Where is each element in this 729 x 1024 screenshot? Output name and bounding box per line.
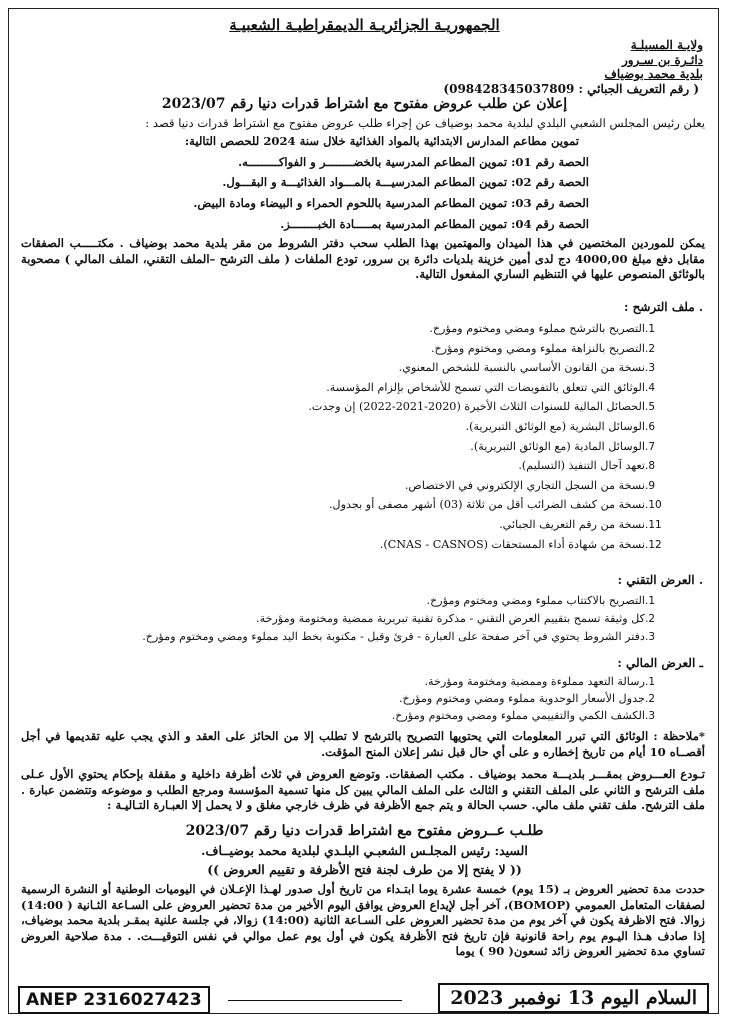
candidature-item (405, 479, 665, 492)
candidature-item-number: 8. (645, 460, 656, 473)
envelope-title: طلـب عــروض مفتوح مع اشتراط قدرات دنيا رقم 2023/07 (185, 823, 544, 839)
financial-item-text: جدول الأسعار الوحدوية مملوء ومضي ومختوم ومؤرخ. (398, 692, 645, 705)
technical-item-text: دفتر الشروط يحتوي في آخر صفحة على العبارة - قرئ وقبل - مكتوبة بخط اليد مملوء ومضي ومختوم ومؤرخ. (142, 630, 645, 643)
financial-item (392, 709, 665, 722)
lot-02: الحصة رقم 02: تموين المطاعم المدرسيـــة بالمـــواد الغذائيـــة و البقـــول. (222, 175, 589, 189)
eligibility-text: يمكن للموردين المختصين في هذا الميدان والمهتمين بهذا الطلب سحب دفتر الشروط من مقر بلدية محمد بوضياف . مكتـــــب الصفقات مقابل دفع مبلغ 4000,00 دج لدى أمين خزينة بلديات دائرة بن سرور، تودع الملفات ( ملف الترشح –الملف التقني، الملف المالي ) مصحوبة بالوثائق المنصوص عليها في التنظيم الساري المفعول التالية. (21, 236, 705, 281)
commune-label: بلدية محمد بوضياف (604, 67, 703, 81)
notice-title: إعلان عن طلب عروض مفتوح مع اشتراط قدرات دنيا رقم 2023/07 (161, 96, 568, 112)
financial-item-number: 2. (645, 693, 656, 705)
technical-item-number: 1. (645, 595, 656, 607)
candidature-item-text: تعهد آجال التنفيذ (التسليم). (518, 459, 645, 473)
technical-item-number: 2. (645, 613, 656, 625)
candidature-item-text: التصريح بالترشح مملوء ومضي ومختوم ومؤرخ. (429, 322, 645, 335)
republic-header: الجمهوريـة الجزائريـة الديمقراطيـة الشعبيـة (229, 16, 500, 34)
candidature-item-number: 7. (645, 440, 656, 453)
deposit-text: تـودع العـــروض بمقـــر بلديـــة محمد بوضياف . مكتب الصفقات. وتوضع العروض في ثلاث أظرفة داخلية و مقفلة بإحكام يحتوي الأول عـلى ملف الترشح و الثاني على الملف التقني و الثالث على الملف المالي يبين كل منها تسمية المؤسسة ومرجع الطلب و موضوعه وتتضمن عبارة . ملف الترشح. ملف تقني ملف مالي. حسب الحالة و يتم جمع الأظرفة في ظرف خارجي مغلق و لا يحمل إلا العبـارة التـاليـة : (21, 767, 705, 812)
candidature-item-number: 1. (645, 323, 656, 335)
financial-item (399, 692, 665, 705)
candidature-item-number: 10. (645, 499, 662, 512)
financial-item-number: 1. (645, 676, 656, 688)
candidature-item (429, 322, 665, 335)
financial-item (424, 675, 665, 688)
candidature-item (399, 361, 665, 374)
candidature-item (518, 459, 665, 472)
daira-label: دائـرة بن سـرور (621, 53, 703, 67)
candidature-item (308, 400, 665, 413)
candidature-item-text: الوسائل البشرية (مع الوثائق التبريرية). (465, 420, 645, 433)
candidature-item-text: نسخة من رقم التعريف الجبائي. (499, 518, 645, 531)
candidature-item (326, 381, 665, 394)
candidature-item-number: 5. (645, 401, 656, 414)
candidature-item-text: نسخة من شهادة أداء المستحقات (CNAS - CASNOS). (379, 537, 645, 551)
notice-intro: يعلن رئيس المجلس الشعبي البلدي لبلدية محمد بوضياف عن إجراء طلب عروض مفتوح مع اشتراط قدرات دنيا قصد : (145, 116, 705, 130)
envelope-recipient: السيد: رئيس المجلـس الشعبـي البلـدي لبلدية محمد بوضيــاف. (201, 843, 528, 858)
lot-04: الحصة رقم 04: تموين المطاعم المدرسية بمـــــادة الخبــــــــز. (280, 217, 589, 231)
note-text: *ملاحظة : الوثائق التي تبرر المعلومات التي يحتويها التصريح بالترشح لا تطلب إلا من الحائز على العقد و الذي يجب عليه تقديمها في أجل أقصــاه 10 أيام من تاريخ إخطاره و على أي حال قبل نشر إعلان المنح المؤقت. (21, 729, 705, 759)
closing-text: حددت مدة تحضير العروض بـ (15 يوم) خمسة عشرة يوما ابتـداء من تاريخ أول صدور لهـذا الإعـلان في اليوميات الوطنية أو النشرة الرسمية لصفقات المتعامل العمومي (BOMOP)، آخر أجل لإيداع العروض يوافق اليوم الأخير من مدة تحضير العروض على السـاعة الثـانية ( 14:00) زوالا. فتح الاظرفة يكون في آخر يوم من مدة تحضير العروض على السـاعة الثانية (14:00) زوالا، في جلسة علنية بمقـر بلدية محمد بوضياف، إذا صادف هـذا اليـوم يوم راحة قانونية فإن تاريخ فتح الأظرفة يكون في أول يوم عمل موالي في نفس التوقيـــت. . مدة صلاحية العروض تساوي مدة تحضير العروض زائد ثسعون( 90 ) يوما (21, 882, 705, 958)
candidature-item-number: 6. (645, 421, 656, 433)
technical-item-text: كل وثيقة تسمح بتقييم العرض التقني - مذكرة تقنية تبريرية ممضية ومختومة ومؤرخة. (256, 612, 645, 625)
candidature-item-number: 4. (645, 381, 656, 394)
candidature-item-number: 3. (645, 362, 656, 375)
technical-item (142, 630, 665, 643)
candidature-item-number: 2. (645, 342, 656, 355)
financial-item-number: 3. (645, 710, 656, 722)
newspaper-date: السلام اليوم 13 نوفمبر 2023 (438, 983, 709, 1013)
candidature-heading: . ملف الترشح : (624, 300, 703, 314)
candidature-item (470, 440, 665, 453)
technical-item (256, 612, 665, 625)
candidature-item (499, 518, 665, 531)
candidature-item-text: التصريح بالنزاهة مملوء ومضي ومختوم ومؤرخ. (430, 341, 645, 355)
financial-item-text: الكشف الكمي والتقييمي مملوء ومضي ومختوم ومؤرخ. (391, 709, 645, 722)
technical-item (427, 594, 665, 607)
candidature-item-number: 12. (645, 538, 662, 551)
wilaya-label: ولايـة المسيلـة (630, 38, 703, 52)
candidature-item-text: الحصائل المالية للسنوات الثلاث الأخيرة (2020-2021-2022) إن وجدت. (308, 400, 645, 414)
candidature-item-text: نسخة من كشف الضرائب أقل من ثلاثة (03) أشهر مصفى أو بجدول. (328, 498, 645, 512)
technical-item-text: التصريح بالاكتتاب مملوء ومضي ومختوم ومؤرخ. (426, 594, 645, 607)
lot-01: الحصة رقم 01: تموين المطاعم المدرسية بالخضــــــــر و الفواكـــــــــه. (238, 155, 589, 169)
financial-item-text: رسالة التعهد مملوءة وممضية ومختومة ومؤرخة. (424, 675, 645, 688)
candidature-item (431, 342, 665, 355)
notice-purpose: تموين مطاعم المدارس الابتدائية بالمواد الغذائية خلال سنة 2024 للحصص التالية: (184, 134, 579, 148)
candidature-item-text: نسخة من القانون الأساسي بالنسبة للشخص المعنوي. (398, 361, 645, 375)
candidature-item (466, 420, 665, 433)
candidature-item-number: 9. (645, 479, 656, 492)
technical-heading: . العرض التقني : (617, 573, 703, 587)
envelope-warning: (( لا يفتح إلا من طرف لجنة فتح الأظرفة و تقييم العروض )) (207, 862, 522, 877)
candidature-item-text: الوثائق التي تتعلق بالتفويضات التي تسمح للأشخاص بإلزام المؤسسة. (326, 380, 645, 394)
lot-03: الحصة رقم 03: تموين المطاعم المدرسية باللحوم الحمراء و البيضاء ومادة البيض. (193, 196, 589, 210)
financial-heading: ـ العرض المالي : (617, 656, 703, 670)
anep-reference: ANEP 2316027423 (18, 986, 210, 1014)
technical-item-number: 3. (645, 631, 656, 643)
candidature-item-number: 11. (645, 519, 662, 531)
candidature-item-text: نسخة من السجل التجاري الإلكتروني في الاختصاص. (404, 478, 645, 492)
candidature-item (329, 498, 665, 511)
tax-id: ( رقم التعريف الجبائي : 098428345037809) (443, 82, 699, 96)
footer-rule (228, 1000, 402, 1001)
candidature-item-text: الوسائل المادية (مع الوثائق التبريرية). (470, 439, 645, 453)
candidature-item (380, 538, 665, 551)
